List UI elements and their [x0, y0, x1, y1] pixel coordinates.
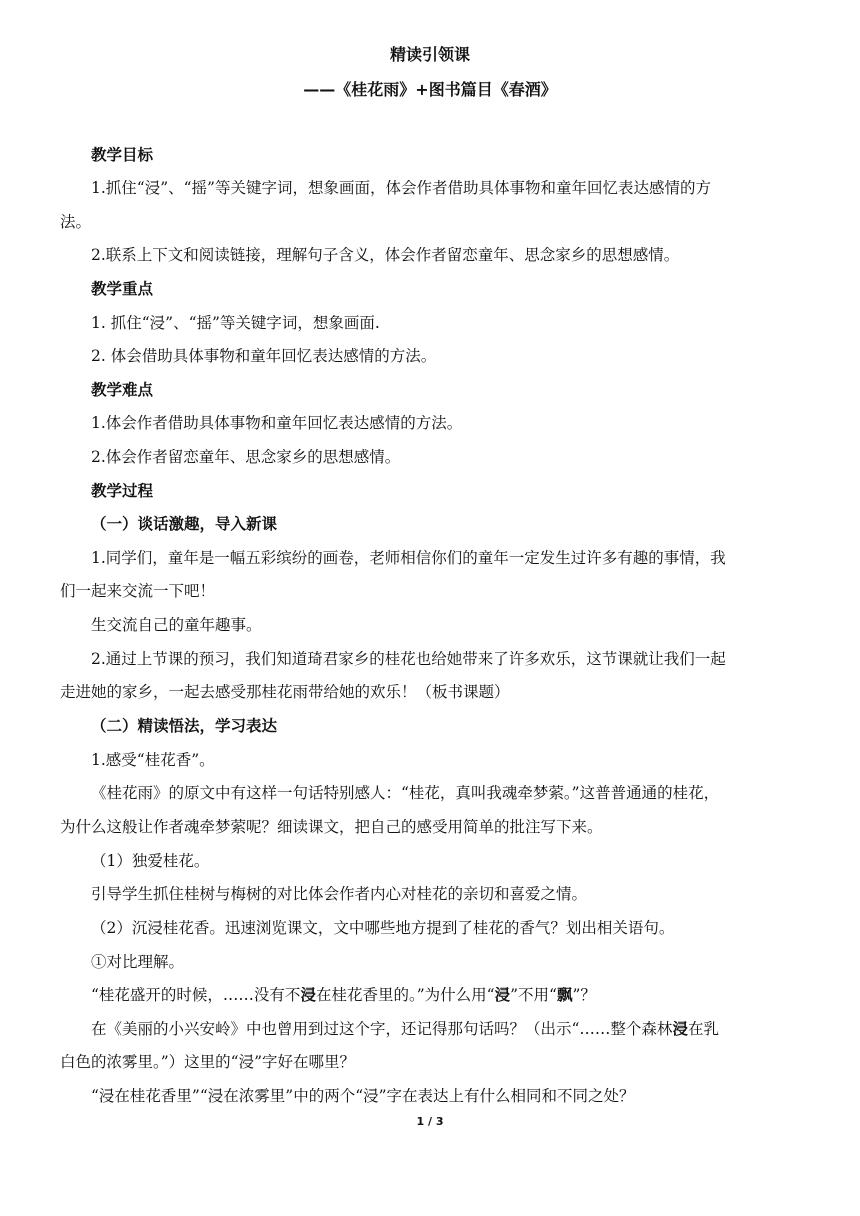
- paragraph-11-line-1: [60, 1019, 831, 1039]
- key-point-2: 2. 体会借助具体事物和童年回忆表达感情的方法。: [91, 347, 437, 365]
- difficulty-2: 2.体会作者留恋童年、思念家乡的思想感情。: [91, 448, 401, 466]
- key-point-1: 1. 抓住“浸”、“摇”等关键字词，想象画面.: [91, 314, 380, 332]
- paragraph-9: ①对比理解。: [91, 953, 185, 971]
- p11-emphasis: 浸: [672, 1019, 688, 1038]
- paragraph-3-line-1: 2.通过上节课的预习，我们知道琦君家乡的桂花也给她带来了许多欢乐，这节课就让我们一起: [91, 650, 726, 668]
- heading-key-points: 教学重点: [91, 280, 154, 298]
- paragraph-1-line-1: 1.同学们，童年是一幅五彩缤纷的画卷，老师相信你们的童年一定发生过许多有趣的事情，我: [91, 549, 726, 567]
- paragraph-6: （1）独爱桂花。: [91, 852, 210, 870]
- p10-emphasis-3: 飘: [556, 985, 573, 1004]
- p10-text-3: ”不用“: [510, 986, 557, 1004]
- heading-difficulties: 教学难点: [91, 381, 154, 399]
- goal-2: 2.联系上下文和阅读链接，理解句子含义，体会作者留恋童年、思念家乡的思想感情。: [91, 246, 680, 264]
- paragraph-3-line-2: 走进她的家乡，一起去感受那桂花雨带给她的欢乐！（板书课题）: [60, 683, 510, 701]
- paragraph-11-line-2: 白色的浓雾里。”）这里的“浸”字好在哪里？: [60, 1053, 356, 1071]
- heading-teaching-process: 教学过程: [91, 482, 154, 500]
- document-subtitle: ——《桂花雨》+图书篇目《春酒》: [303, 80, 557, 99]
- p10-emphasis-2: 浸: [494, 985, 511, 1004]
- p10-emphasis-1: 浸: [300, 985, 316, 1004]
- page-number: 1 / 3: [416, 1115, 444, 1128]
- goal-1-line-1: 1.抓住“浸”、“摇”等关键字词，想象画面，体会作者借助具体事物和童年回忆表达感情的方: [91, 179, 711, 197]
- goal-1-line-2: 法。: [60, 213, 92, 231]
- paragraph-5-line-2: 为什么这般让作者魂牵梦萦呢？细读课文，把自己的感受用简单的批注写下来。: [60, 818, 603, 836]
- paragraph-5-line-1: 《桂花雨》的原文中有这样一句话特别感人：“桂花，真叫我魂牵梦萦。”这普普通通的桂花，: [91, 784, 720, 802]
- part-1-heading: （一）谈话激趣，导入新课: [91, 515, 278, 533]
- part-2-heading: （二）精读悟法，学习表达: [91, 717, 278, 735]
- paragraph-4: 1.感受“桂花香”。: [91, 751, 215, 769]
- difficulty-1: 1.体会作者借助具体事物和童年回忆表达感情的方法。: [91, 414, 463, 432]
- paragraph-10: [60, 985, 831, 1005]
- p11-text-2: 在乳: [687, 1020, 719, 1038]
- paragraph-2: 生交流自己的童年趣事。: [91, 616, 262, 634]
- p10-text-2: 在桂花香里的。”为什么用“: [315, 986, 495, 1004]
- paragraph-1-line-2: 们一起来交流一下吧！: [60, 582, 216, 600]
- paragraph-7: 引导学生抓住桂树与梅树的对比体会作者内心对桂花的亲切和喜爱之情。: [91, 885, 588, 903]
- paragraph-12: “浸在桂花香里”“浸在浓雾里”中的两个“浸”字在表达上有什么相同和不同之处？: [91, 1087, 635, 1105]
- paragraph-8: （2）沉浸桂花香。迅速浏览课文，文中哪些地方提到了桂花的香气？划出相关语句。: [91, 919, 675, 937]
- p10-text-1: “桂花盛开的时候，……没有不: [91, 986, 301, 1004]
- document-title: 精读引领课: [389, 45, 470, 64]
- heading-teaching-goals: 教学目标: [91, 146, 154, 164]
- p11-text-1: 在《美丽的小兴安岭》中也曾用到过这个字，还记得那句话吗？（出示“……整个森林: [91, 1020, 673, 1038]
- p10-text-4: ”？: [572, 986, 596, 1004]
